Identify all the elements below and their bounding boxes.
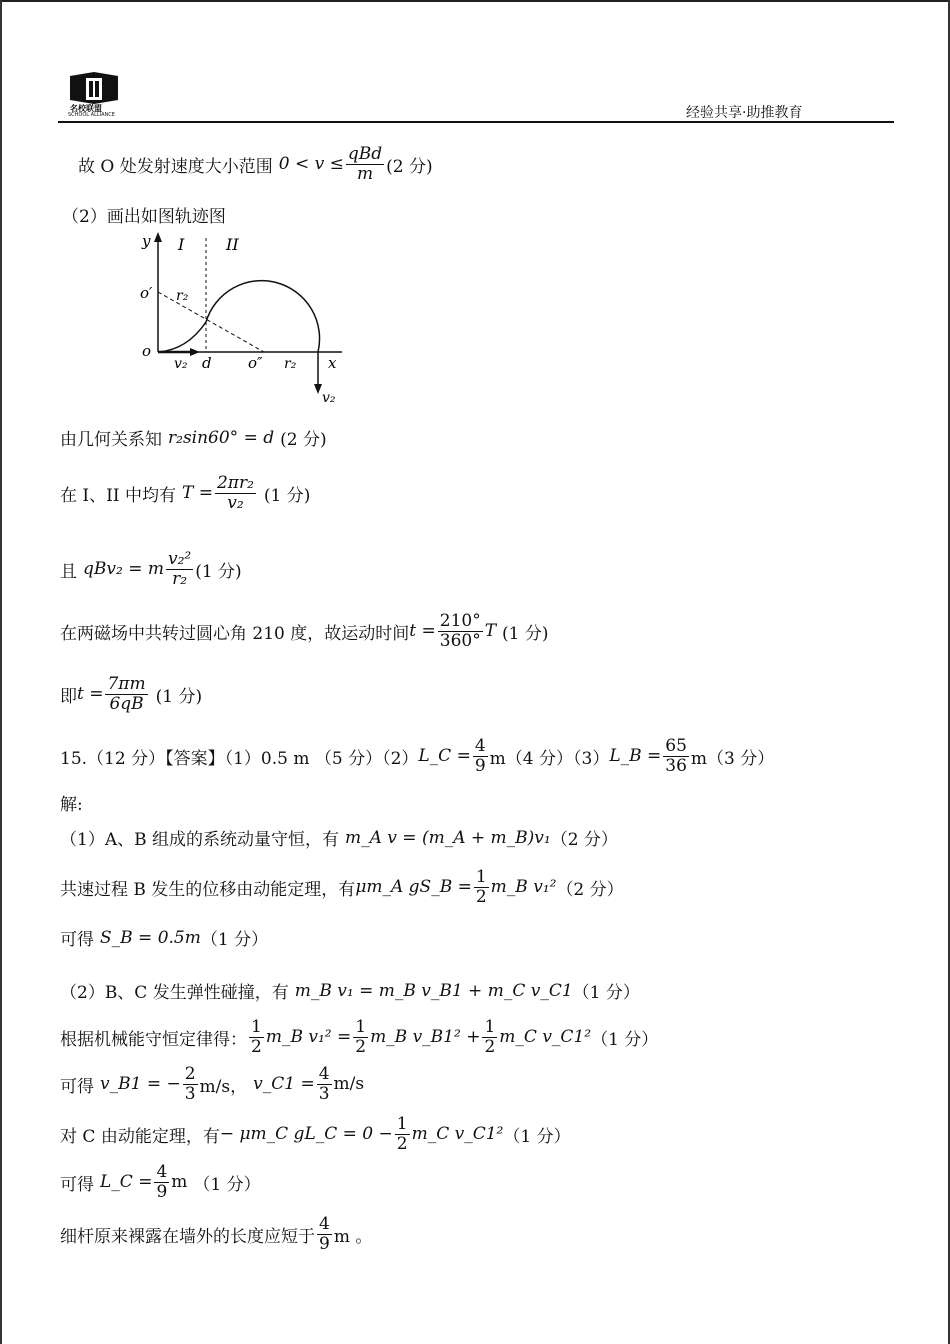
trajectory-diagram [132, 228, 352, 408]
fraction: $\frac{7\pi m}{6qB}$ [107, 674, 146, 714]
line-time: 在两磁场中共转过圆心角 210 度，故运动时间 t = $\frac{210^\circ}{360^\circ}$ T (1 分) [60, 611, 549, 651]
page-border-top [0, 0, 950, 2]
fraction: $\frac{1}{2}$ [396, 1114, 408, 1154]
page-border-left [0, 0, 2, 1344]
fraction: $\frac{210^\circ}{360^\circ}$ [439, 611, 481, 651]
line-period: 在 I、II 中均有 T = $\frac{\text{2πr₂}}{\text{v₂}}$ (1 分) [60, 473, 311, 513]
line-lc-result: 可得 L_C = $\frac{4}{9}$ m （1 分） [60, 1162, 261, 1202]
line-momentum: （1）A、B 组成的系统动量守恒，有 m_A v = (m_A + m_B)v₁ （2 分） [60, 827, 618, 850]
y-axis-label: y [142, 232, 151, 250]
region-two-label: II [226, 235, 239, 254]
fraction: $\frac{4}{9}$ [156, 1162, 168, 1202]
line-lorentz: 且 qBv₂ = m $\frac{\text{v₂²}}{\text{r₂}}$ (1 分) [60, 549, 242, 589]
fraction: $\frac{4}{3}$ [318, 1064, 330, 1104]
line-kinetic-c: 对 C 由动能定理，有 − μm_C gL_C = 0 − $\frac{1}{2}$ m_C v_C1² （1 分） [60, 1114, 571, 1154]
fraction: $\frac{\text{qBd}}{m}$ [347, 144, 383, 184]
logo-text-cn: 名校联盟 [70, 104, 102, 113]
logo-text-en: SCHOOL ALLIANCE [68, 112, 115, 118]
line-energy: 根据机械能守恒定律得： $\frac{1}{2}$ m_B v₁² = $\frac{1}{2}$ m_B v_B1² + $\frac{1}{2}$ m_C v_C1² （1 分） [60, 1017, 659, 1057]
velocity-label-start: v₂ [174, 356, 188, 372]
fraction: $\frac{\text{v₂²}}{\text{r₂}}$ [167, 549, 192, 589]
line-solution-label: 解: [60, 795, 83, 815]
fraction: $\frac{\text{2πr₂}}{\text{v₂}}$ [216, 473, 254, 513]
fraction: $\frac{4}{9}$ [474, 736, 486, 776]
line-speed-range: 故 O 处发射速度大小范围 0 < v ≤ $\frac{\text{qBd}}{m}$ (2 分) [78, 144, 433, 184]
fraction: $\frac{1}{2}$ [475, 867, 487, 907]
origin-label: o [142, 342, 152, 360]
radius-label-right: r₂ [284, 356, 297, 372]
x-axis-label: x [328, 354, 337, 372]
velocity-label-end: v₂ [322, 390, 336, 406]
fraction: $\frac{1}{2}$ [251, 1017, 262, 1057]
fraction: $\frac{1}{2}$ [484, 1017, 496, 1057]
origin-double-prime-label: o″ [248, 354, 263, 372]
line-time-result: 即 t = $\frac{7\pi m}{6qB}$ (1 分) [60, 674, 203, 714]
line-draw-trajectory: （2）画出如图轨迹图 [62, 207, 226, 227]
line-conclusion: 细杆原来裸露在墙外的长度应短于 $\frac{4}{9}$ m 。 [60, 1214, 373, 1254]
fraction: $\frac{2}{3}$ [184, 1064, 196, 1104]
line-sb-result: 可得 S_B = 0.5m （1 分） [60, 927, 269, 950]
radius-label-left: r₂ [176, 288, 189, 304]
fraction: $\frac{1}{2}$ [355, 1017, 367, 1057]
fraction: $\frac{4}{9}$ [319, 1214, 330, 1254]
line-geometry: 由几何关系知 r₂sin60° = d (2 分) [60, 427, 327, 450]
line-kinetic-b: 共速过程 B 发生的位移由动能定理，有 μm_A gS_B = $\frac{1}{2}$ m_B v₁² （2 分） [60, 867, 624, 907]
fraction: $\frac{65}{36}$ [665, 736, 687, 776]
region-one-label: I [178, 235, 185, 254]
line-velocities: 可得 v_B1 = − $\frac{2}{3}$ m/s， v_C1 = $\frac{4}{3}$ m/s [60, 1064, 365, 1104]
header-divider [58, 121, 894, 123]
origin-prime-label: o′ [140, 284, 153, 302]
d-label: d [202, 354, 212, 372]
line-elastic: （2）B、C 发生弹性碰撞，有 m_B v₁ = m_B v_B1 + m_C v_C1 （1 分） [60, 980, 640, 1003]
header-tagline: 经验共享·助推教育 [686, 105, 803, 121]
line-answer-15: 15.（12 分）【答案】（1）0.5 m （5 分）（2） L_C = $\frac{4}{9}$ m（4 分）（3） L_B = $\frac{65}{36}$ m（3 分） [60, 736, 775, 776]
